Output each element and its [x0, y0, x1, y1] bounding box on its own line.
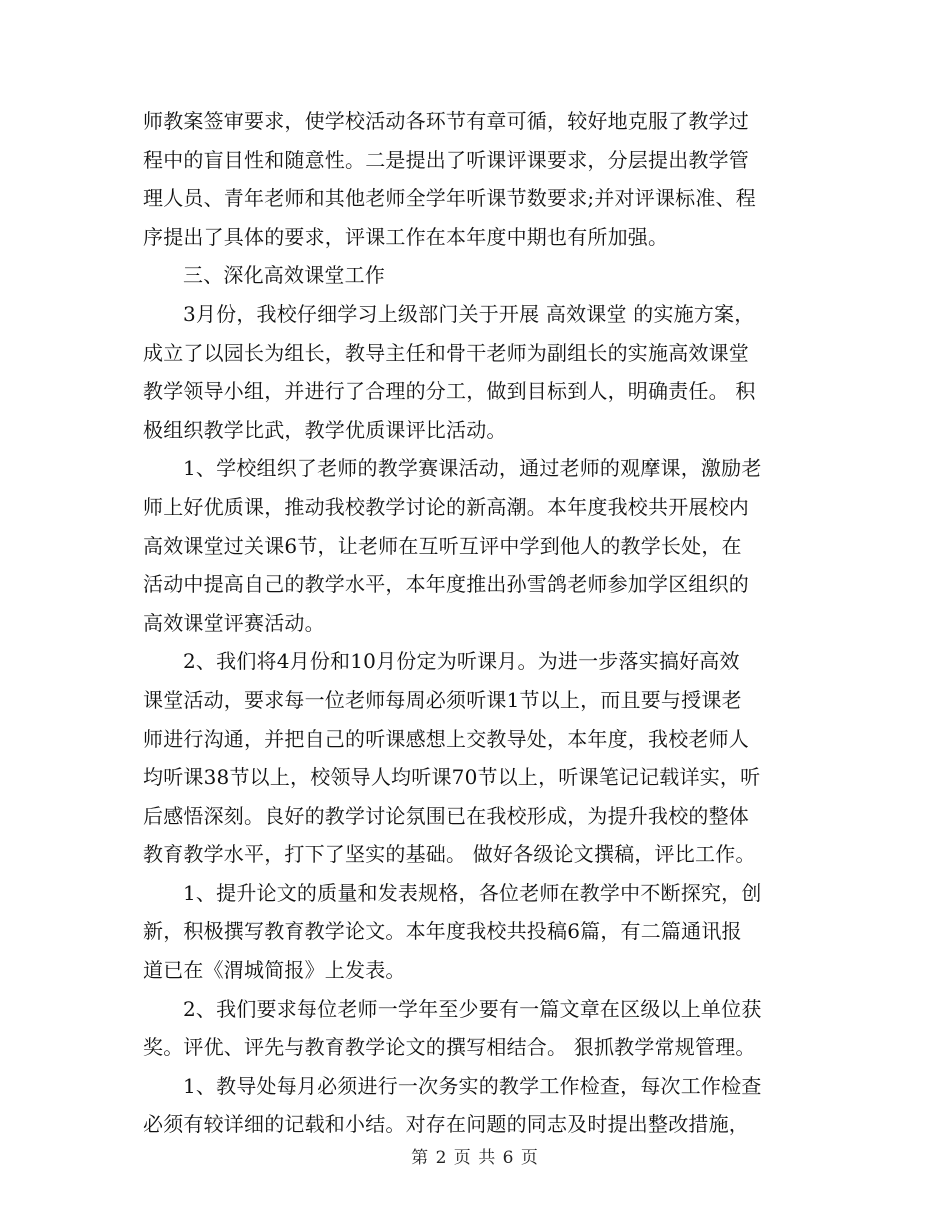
text-line: 教育教学水平，打下了坚实的基础。 做好各级论文撰稿，评比工作。: [143, 842, 756, 867]
text-line: 课堂活动，要求每一位老师每周必须听课1节以上，而且要与授课老: [143, 687, 742, 712]
text-line: 3月份，我校仔细学习上级部门关于开展 高效课堂 的实施方案，: [183, 301, 755, 326]
text-line: 高效课堂过关课6节，让老师在互听互评中学到他人的教学长处，在: [143, 533, 742, 558]
text-line: 成立了以园长为组长，教导主任和骨干老师为副组长的实施高效课堂: [143, 340, 749, 365]
text-line: 1、教导处每月必须进行一次务实的教学工作检查，每次工作检查: [183, 1073, 762, 1098]
text-line: 师进行沟通，并把自己的听课感想上交教导处，本年度，我校老师人: [143, 726, 749, 751]
text-line: 教学领导小组，并进行了合理的分工，做到目标到人，明确责任。 积: [143, 379, 756, 404]
text-line: 师上好优质课，推动我校教学讨论的新高潮。本年度我校共开展校内: [143, 494, 749, 519]
text-line: 高效课堂评赛活动。: [143, 610, 325, 635]
text-line: 理人员、青年老师和其他老师全学年听课节数要求;并对评课标准、程: [143, 186, 756, 211]
text-line: 三、深化高效课堂工作: [183, 263, 385, 288]
page-footer: [0, 1146, 950, 1170]
text-line: 必须有较详细的记载和小结。对存在问题的同志及时提出整改措施，: [143, 1112, 749, 1137]
text-line: 后感悟深刻。良好的教学讨论氛围已在我校形成，为提升我校的整体: [143, 803, 749, 828]
text-line: 活动中提高自己的教学水平，本年度推出孙雪鸽老师参加学区组织的: [143, 572, 749, 597]
document-body: [143, 102, 808, 1144]
text-line: 2、我们将4月份和10月份定为听课月。为进一步落实搞好高效: [183, 649, 740, 674]
text-line: 均听课38节以上，校领导人均听课70节以上，听课笔记记载详实，听: [143, 765, 761, 790]
text-line: 新，积极撰写教育教学论文。本年度我校共投稿6篇，有二篇通讯报: [143, 919, 742, 944]
text-line: 奖。评优、评先与教育教学论文的撰写相结合。 狠抓教学常规管理。: [143, 1035, 756, 1060]
text-line: 1、学校组织了老师的教学赛课活动，通过老师的观摩课，激励老: [183, 456, 762, 481]
text-line: 道已在《渭城简报》上发表。: [143, 958, 406, 983]
page-number-label: 第 2 页 共 6 页: [411, 1148, 539, 1168]
text-line: 1、提升论文的质量和发表规格，各位老师在教学中不断探究，创: [183, 880, 762, 905]
text-line: 序提出了具体的要求，评课工作在本年度中期也有所加强。: [143, 224, 669, 249]
text-line: 2、我们要求每位老师一学年至少要有一篇文章在区级以上单位获: [183, 996, 762, 1021]
text-line: 极组织教学比武，教学优质课评比活动。: [143, 417, 507, 442]
text-line: 程中的盲目性和随意性。二是提出了听课评课要求，分层提出教学管: [143, 147, 749, 172]
text-line: 师教案签审要求，使学校活动各环节有章可循，较好地克服了教学过: [143, 109, 749, 133]
